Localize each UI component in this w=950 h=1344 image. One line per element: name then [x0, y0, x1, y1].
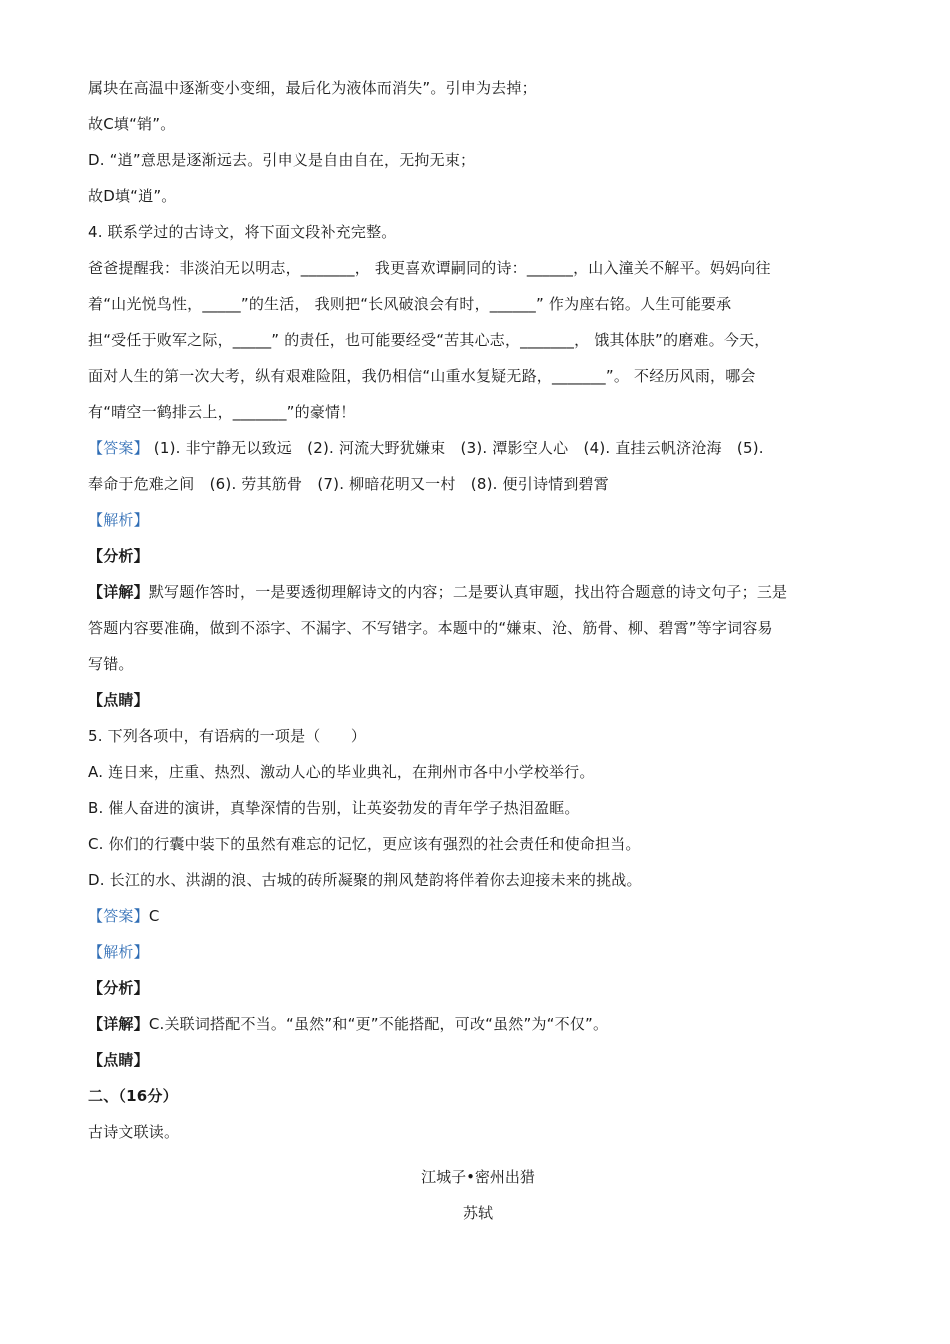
- q5-option-b: B. 催人奋进的演讲，真挚深情的告别，让英姿勃发的青年学子热泪盈眶。: [88, 799, 580, 817]
- q5-fenxi-label: 【分析】: [88, 979, 149, 997]
- question-5: [88, 718, 868, 1078]
- q4-answer-text-1: (1). 非宁静无以致远 (2). 河流大野犹嫌束 (3). 潭影空人心 (4). 直挂云帆济沧海 (5).: [153, 439, 764, 457]
- section-2-intro: 古诗文联读。: [88, 1123, 180, 1141]
- section-2: [88, 1078, 868, 1228]
- section-2-heading: 二、（16分）: [88, 1087, 178, 1105]
- document-page: [88, 70, 868, 1228]
- q4-dianjing-label: 【点睛】: [88, 691, 149, 709]
- intro-line-1: 属块在高温中逐渐变小变细，最后化为液体而消失”。引申为去掉；: [88, 79, 537, 97]
- q4-passage-line-5: 有“晴空一鹤排云上，_______”的豪情！: [88, 403, 356, 421]
- q4-detail-line-2: 答题内容要准确，做到不添字、不漏字、不写错字。本题中的“嫌束、沧、筋骨、柳、碧霄”等字词容易: [88, 619, 773, 637]
- q5-answer-line: [88, 898, 868, 934]
- q4-detail-line-1: [88, 574, 868, 610]
- q5-option-d: D. 长江的水、洪湖的浪、古城的砖所凝聚的荆风楚韵将伴着你去迎接未来的挑战。: [88, 871, 642, 889]
- poem-title: 江城子•密州出猎: [421, 1168, 535, 1186]
- question-4: [88, 214, 868, 718]
- q4-passage-line-3: 担“受任于败军之际，_____” 的责任，也可能要经受“苦其心志，_______， 饿其体肤”的磨难。今天，: [88, 331, 770, 349]
- q4-jiexi-label: 【解析】: [88, 511, 149, 529]
- poem-author: 苏轼: [462, 1204, 493, 1222]
- q4-detail-label: 【详解】: [88, 583, 149, 601]
- q5-answer-label: 【答案】: [88, 907, 149, 925]
- intro-line-4: 故D填“逍”。: [88, 187, 177, 205]
- q4-passage-line-2: 着“山光悦鸟性，_____”的生活， 我则把“长风破浪会有时，______” 作为座右铭。人生可能要承: [88, 295, 732, 313]
- q5-title: 5. 下列各项中，有语病的一项是（ ）: [88, 727, 367, 745]
- q5-option-c: C. 你们的行囊中装下的虽然有难忘的记忆，更应该有强烈的社会责任和使命担当。: [88, 835, 641, 853]
- q4-detail-line-3: 写错。: [88, 655, 134, 673]
- intro-line-2: 故C填“销”。: [88, 115, 176, 133]
- q5-detail-label: 【详解】: [88, 1015, 149, 1033]
- q5-dianjing-label: 【点睛】: [88, 1051, 149, 1069]
- q4-answer-label: 【答案】: [88, 439, 149, 457]
- q4-answer-line-2: 奉命于危难之间 (6). 劳其筋骨 (7). 柳暗花明又一村 (8). 便引诗情到碧霄: [88, 475, 609, 493]
- q5-option-a: A. 连日来，庄重、热烈、激动人心的毕业典礼，在荆州市各中小学校举行。: [88, 763, 595, 781]
- q5-detail-line: [88, 1006, 868, 1042]
- intro-block: [88, 70, 868, 214]
- q4-passage-line-1: 爸爸提醒我：非淡泊无以明志，_______， 我更喜欢谭嗣同的诗：______，山入潼关不解平。妈妈向往: [88, 259, 771, 277]
- q4-passage-line-4: 面对人生的第一次大考，纵有艰难险阻，我仍相信“山重水复疑无路，_______”。 不经历风雨，哪会: [88, 367, 756, 385]
- q4-fenxi-label: 【分析】: [88, 547, 149, 565]
- q4-detail-text-1: 默写题作答时，一是要透彻理解诗文的内容；二是要认真审题，找出符合题意的诗文句子；三是: [148, 583, 788, 601]
- q5-answer-value: C: [148, 907, 160, 925]
- q4-title: 4. 联系学过的古诗文，将下面文段补充完整。: [88, 223, 397, 241]
- q5-jiexi-label: 【解析】: [88, 943, 149, 961]
- intro-line-3: D. “逍”意思是逐渐远去。引申义是自由自在，无拘无束；: [88, 151, 476, 169]
- q4-answer-line-1: [88, 430, 868, 466]
- q5-detail-text: C.关联词搭配不当。“虽然”和“更”不能搭配，可改“虽然”为“不仅”。: [148, 1015, 609, 1033]
